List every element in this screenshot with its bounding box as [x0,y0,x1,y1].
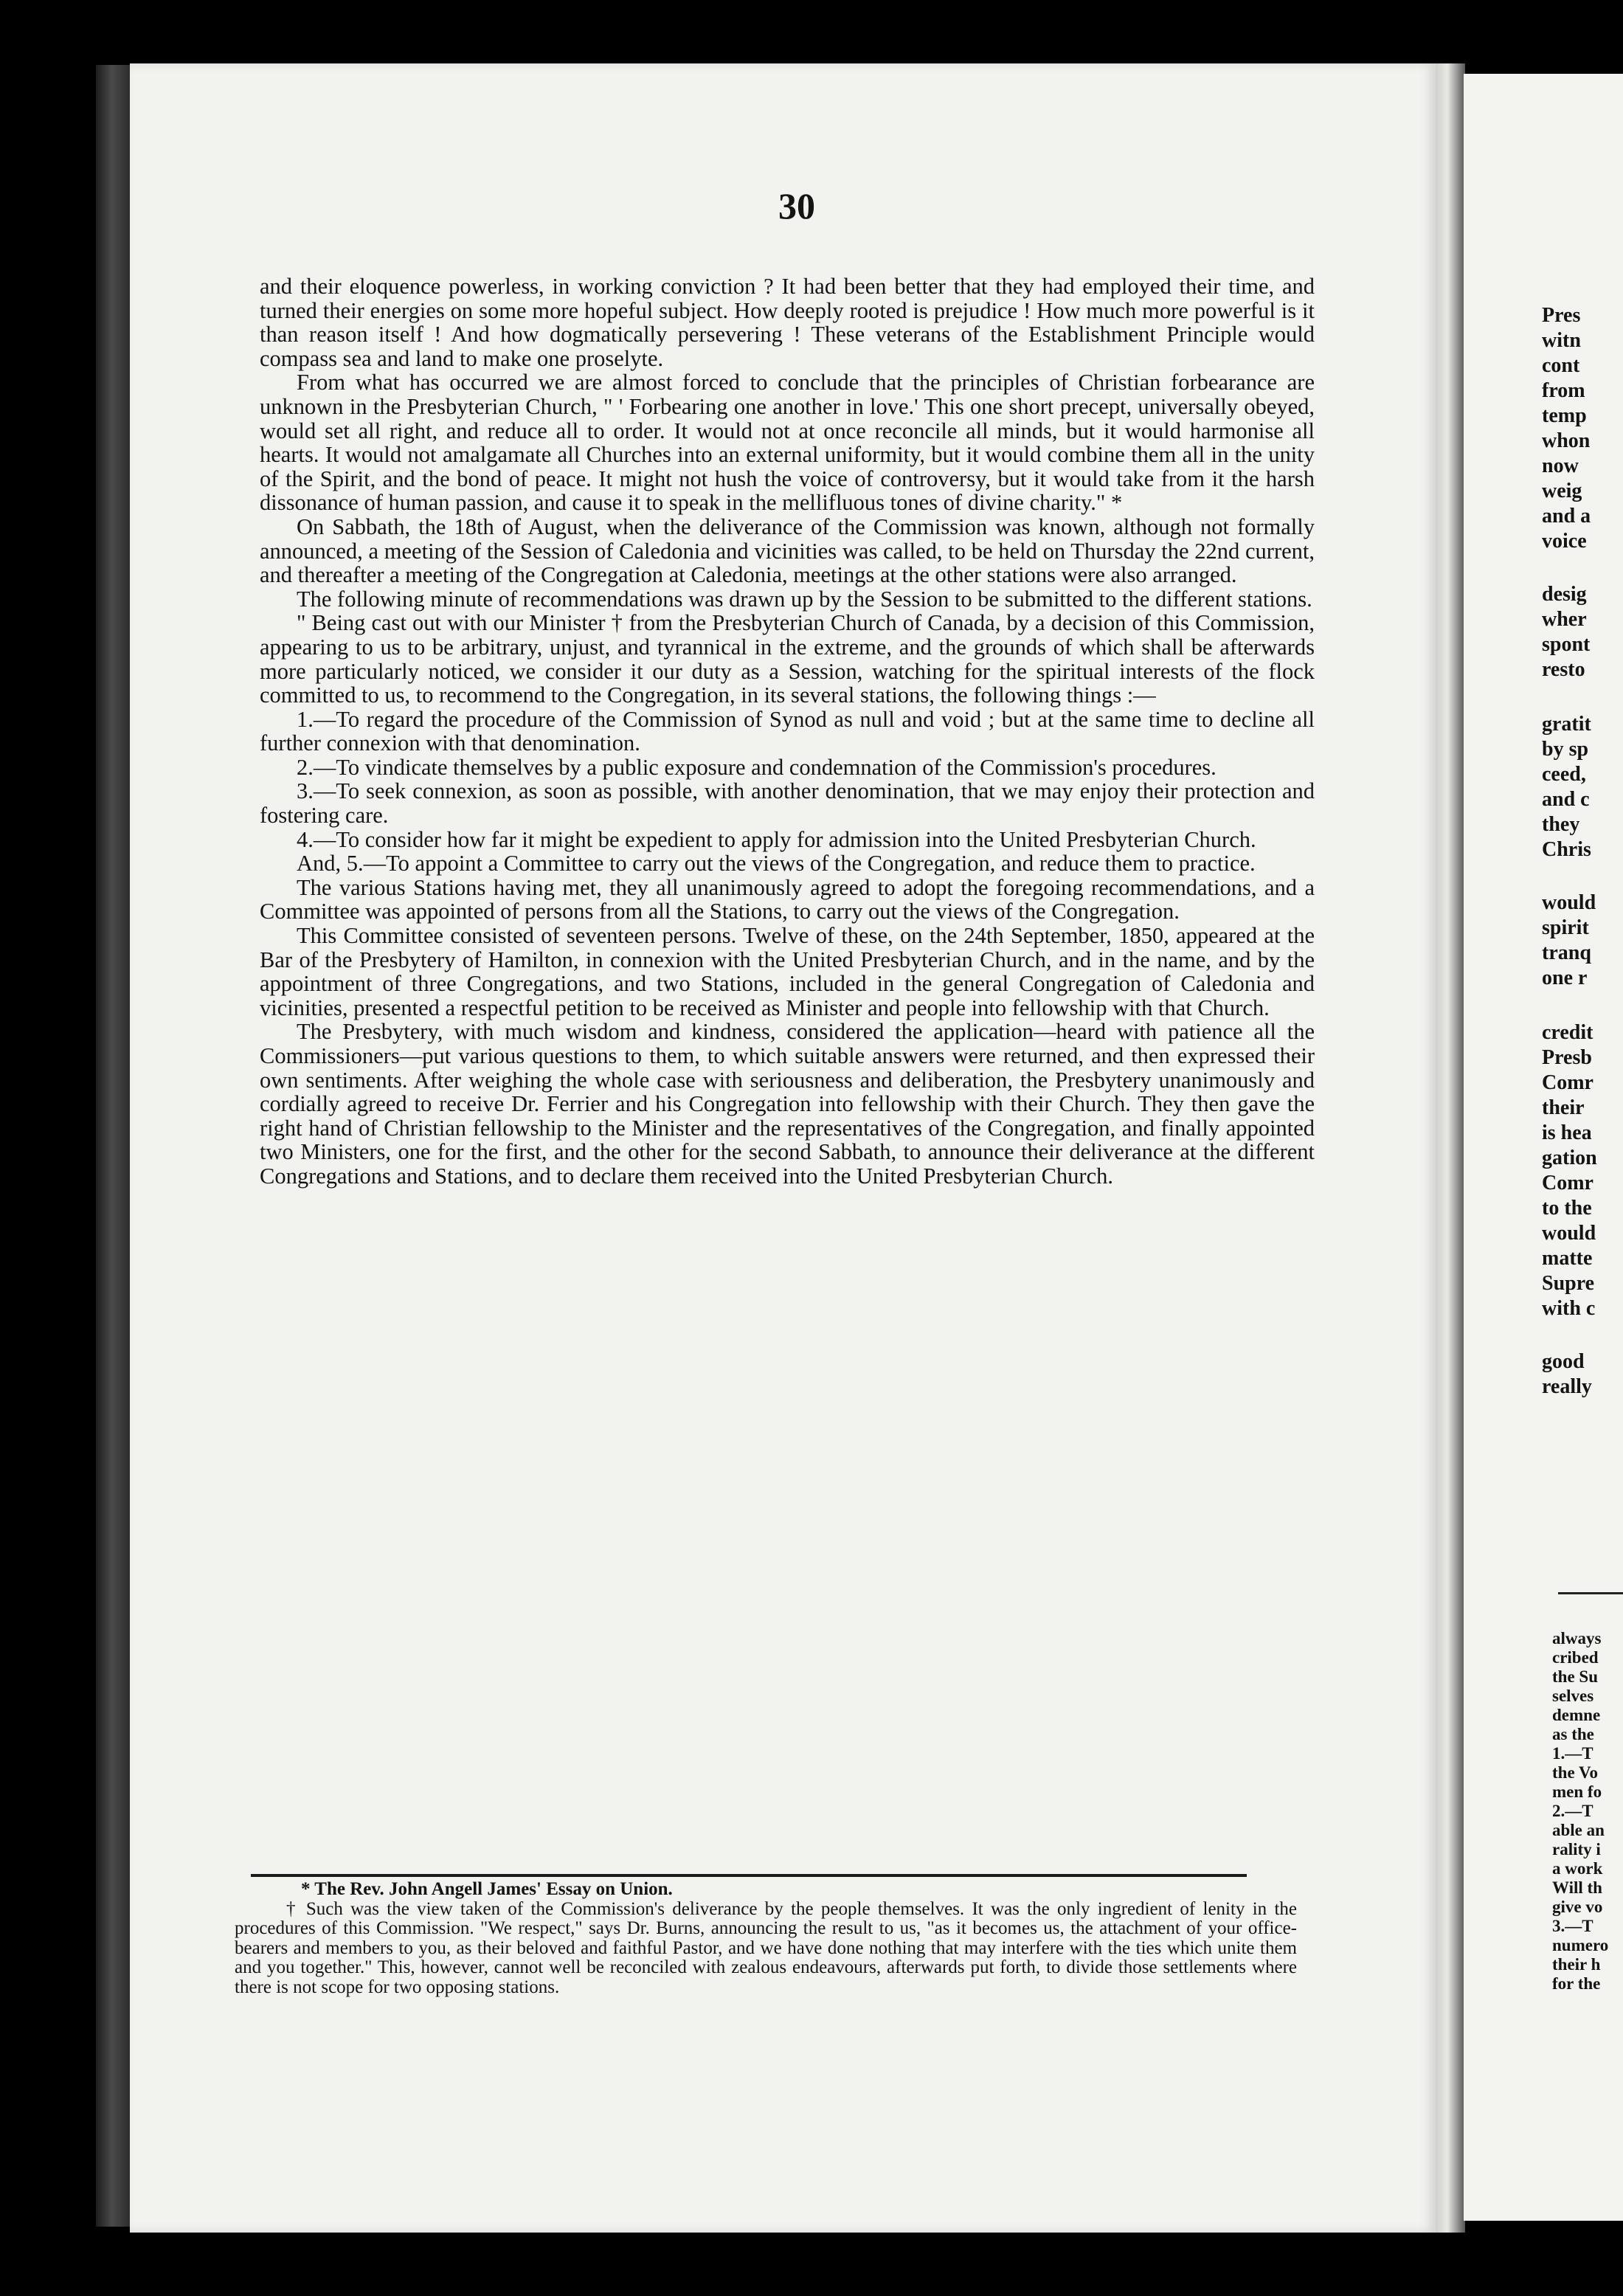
adjacent-line: credit [1542,1021,1593,1044]
adjacent-note-line: rality i [1552,1840,1601,1858]
adjacent-note-line: demne [1552,1706,1601,1724]
adjacent-line: would [1542,1222,1596,1245]
list-item: 3.—To seek connexion, as soon as possible, with another denomination, that we may enjoy their protection and fostering care. [260,778,1315,829]
adjacent-line: Chris [1542,838,1591,861]
adjacent-line: desig [1542,583,1587,606]
adjacent-line: Comr [1542,1071,1593,1094]
paragraph: The various Stations having met, they all unanimously agreed to adopt the foregoing recommendations, and a Committee was appointed of persons from all the Stations, to carry out the views of the Congregation. [260,874,1315,924]
adjacent-note-line: cribed [1552,1648,1599,1667]
adjacent-line: really [1542,1375,1592,1398]
adjacent-note-line: a work [1552,1859,1603,1878]
adjacent-line: gation [1542,1147,1597,1169]
list-item: 2.—To vindicate themselves by a public exposure and condemnation of the Commission's procedures. [297,754,1217,780]
adjacent-line: would [1542,891,1596,914]
adjacent-footnote-divider [1558,1592,1623,1594]
adjacent-line: Presb [1542,1046,1592,1069]
paragraph: From what has occurred we are almost forced to conclude that the principles of Christian forbearance are unknown in the Presbyterian Church, " ' Forbearing one another in love.' This one short precept, universally obeyed, would set all right, and reduce all to order. It would not at once reconcile all minds, but it would harmonise all hearts. It would not amalgamate all Churches into an external uniformity, but it would combine them all in the unity of the Spirit, and the bond of peace. It might not hush the voice of controversy, but it would take from it the harsh dissonance of human passion, and cause it to speak in the mellifluous tones of divine charity." * [260,370,1315,516]
adjacent-note-line: numero [1552,1936,1609,1954]
adjacent-line: resto [1542,658,1585,681]
adjacent-note-line: men fo [1552,1782,1602,1801]
adjacent-line: with c [1542,1297,1596,1320]
adjacent-note-line: 3.—T [1552,1917,1593,1935]
adjacent-line: ceed, [1542,763,1586,786]
adjacent-line: weig [1542,480,1582,502]
adjacent-line: spirit [1542,916,1589,939]
adjacent-line: and c [1542,788,1590,811]
paragraph: This Committee consisted of seventeen persons. Twelve of these, on the 24th September, 1850, appeared at the Bar of the Presbytery of Hamilton, in connexion with the United Presbyterian Church, and in the name, and by the appointment of three Congregations, and two Stations, included in the general Congregation of Caledonia and vicinities, presented a respectful petition to be received as Minister and people into fellowship with that Church. [260,923,1315,1020]
list-item: And, 5.—To appoint a Committee to carry out the views of the Congregation, and reduce them to practice. [297,851,1256,876]
adjacent-note-line: selves [1552,1687,1594,1705]
list-item: 4.—To consider how far it might be expedient to apply for admission into the United Presbyterian Church. [297,826,1256,852]
paragraph: and their eloquence powerless, in working conviction ? It had been better that they had employed their time, and turned their energies on some more hopeful subject. How deeply rooted is prejudice ! How much more powerful is it than reason itself ! And how dogmatically persevering ! These veterans of the Establishment Principle would compass sea and land to make one proselyte. [260,274,1315,371]
adjacent-line: their [1542,1096,1585,1119]
footnote-divider [251,1874,1247,1877]
adjacent-line: voice [1542,530,1587,553]
adjacent-line: one r [1542,967,1588,989]
adjacent-line: by sp [1542,738,1589,761]
adjacent-line: whon [1542,429,1591,452]
book-binding [96,65,131,2227]
adjacent-note-line: able an [1552,1821,1605,1839]
adjacent-line: matte [1542,1247,1593,1270]
adjacent-note-line: 1.—T [1552,1744,1593,1763]
adjacent-note-line: 2.—T [1552,1802,1593,1820]
page-number: 30 [778,185,815,227]
adjacent-line: Supre [1542,1272,1595,1295]
main-text [260,274,1315,1189]
adjacent-note-line: give vo [1552,1898,1603,1916]
adjacent-line: Pres [1542,304,1581,327]
paragraph: " Being cast out with our Minister † from the Presbyterian Church of Canada, by a decision of this Commission, appearing to us to be arbitrary, unjust, and tyrannical in the extreme, and the grounds of which shall be afterwards more particularly noticed, we consider it our duty as a Session, watching for the spiritual interests of the flock committed to us, to recommend to the Congregation, in its several stations, the following things :— [260,610,1315,708]
adjacent-note-line: the Su [1552,1667,1598,1686]
paragraph: The following minute of recommendations was drawn up by the Session to be submitted to the different stations. [297,586,1312,612]
adjacent-line: gratit [1542,713,1591,736]
footnotes [235,1880,1297,1997]
adjacent-note-line: for the [1552,1974,1601,1993]
adjacent-line: good [1542,1350,1585,1373]
adjacent-line: and a [1542,505,1591,528]
adjacent-note-line: their h [1552,1955,1601,1974]
adjacent-line: temp [1542,404,1587,427]
adjacent-line: tranq [1542,941,1591,964]
footnote: † Such was the view taken of the Commission's deliverance by the people themselves. It was the only ingredient of lenity in the procedures of this Commission. "We respect," says Dr. Burns, announcing the result to us, "as it becomes us, the attachment of your office-bearers and members to you, as their beloved and faithful Pastor, and we have done nothing that may interfere with the ties which unite them and you together." This, however, cannot well be reconciled with zealous endeavours, afterwards put forth, to divide those settlements where there is not scope for two opposing stations. [235,1898,1297,1997]
adjacent-line: spont [1542,633,1591,656]
footnote: * The Rev. John Angell James' Essay on Union. [301,1879,673,1899]
adjacent-line: is hea [1542,1121,1592,1144]
adjacent-line: to the [1542,1197,1592,1220]
adjacent-note-line: always [1552,1629,1602,1647]
adjacent-note-line: the Vo [1552,1763,1598,1782]
adjacent-note-line: Will th [1552,1878,1602,1897]
adjacent-line: now [1542,454,1579,477]
adjacent-line: cont [1542,354,1580,377]
adjacent-line: they [1542,813,1580,836]
page-gutter [1436,63,1465,2233]
list-item: 1.—To regard the procedure of the Commission of Synod as null and void ; but at the same time to decline all further connexion with that denomination. [260,706,1315,756]
adjacent-line: Comr [1542,1172,1593,1194]
adjacent-note-line: as the [1552,1725,1594,1743]
adjacent-line: wher [1542,608,1587,631]
adjacent-line: witn [1542,329,1581,352]
adjacent-line: from [1542,379,1585,402]
paragraph: On Sabbath, the 18th of August, when the deliverance of the Commission was known, although not formally announced, a meeting of the Session of Caledonia and vicinities was called, to be held on Thursday the 22nd current, and thereafter a meeting of the Congregation at Caledonia, meetings at the other stations were also arranged. [260,514,1315,588]
paragraph: The Presbytery, with much wisdom and kindness, considered the application—heard with patience all the Commissioners—put various questions to them, to which suitable answers were returned, and then expressed their own sentiments. After weighing the whole case with seriousness and deliberation, the Presbytery unanimously and cordially agreed to receive Dr. Ferrier and his Congregation into fellowship with their Church. They then gave the right hand of Christian fellowship to the Minister and the representatives of the Congregation, and finally appointed two Ministers, one for the first, and the other for the second Sabbath, to announce their deliverance at the different Congregations and Stations, and to declare them received into the United Presbyterian Church. [260,1019,1315,1189]
